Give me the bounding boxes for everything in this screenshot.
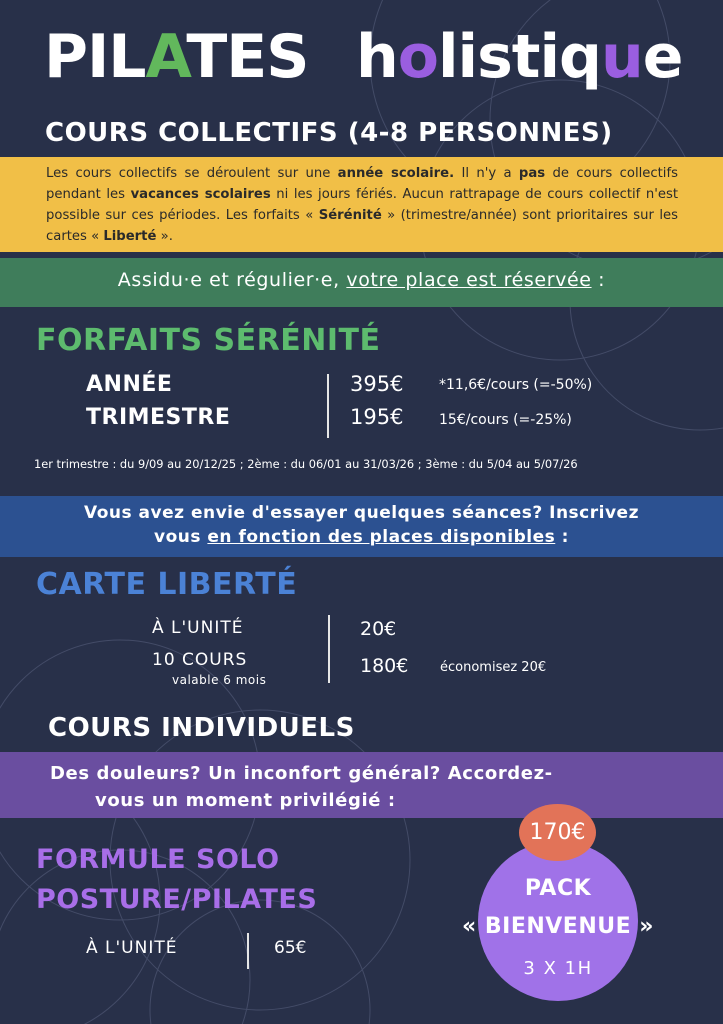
serenite-row-price: 195€ [350,405,404,429]
serenite-dates: 1er trimestre : du 9/09 au 20/12/25 ; 2ème : du 06/01 au 31/03/26 ; 3ème : du 5/04 au 5/07/26 [34,457,578,471]
pack-price-badge [519,804,596,861]
serenite-row-label: ANNÉE [86,372,173,397]
serenite-row-note: 15€/cours (=-25%) [439,412,572,428]
individual-banner-line-2: vous un moment privilégié : [95,790,396,811]
intro-text: Les cours collectifs se déroulent sur une année scolaire. Il n'y a pas de cours collectifs pendant les vacances scolaires ni les jours fériés. Aucun rattrapage de cours collectif n'est possible sur ces périodes. Les forfaits « Sérénité » (trimestre/année) sont prioritaires sur les cartes « Liberté ». [46,166,679,244]
reserved-banner: Assidu·e et régulier·e, votre place est réservée : [117,269,606,291]
pack-line-1: PACK [524,876,592,901]
serenite-row-price: 395€ [350,372,404,396]
trial-link-text: en fonction des places disponibles [207,527,556,547]
pack-price: 170€ [529,820,586,845]
pack-line-3: 3 X 1H [523,958,593,979]
liberte-ten-price: 180€ [360,655,409,677]
trial-line-2: vous en fonction des places disponibles : [154,527,569,547]
collective-heading: COURS COLLECTIFS (4-8 PERSONNES) [45,118,613,148]
pack-line-2: « BIENVENUE » [462,914,654,939]
solo-title-line-1: FORMULE SOLO [36,844,280,875]
trial-line-1: Vous avez envie d'essayer quelques séances? Inscrivez [84,503,639,523]
liberte-title: CARTE LIBERTÉ [36,567,298,602]
liberte-unit-label: À L'UNITÉ [152,618,244,638]
serenite-separator [327,374,329,438]
solo-separator [247,933,249,969]
liberte-separator [328,615,330,683]
liberte-ten-label: 10 COURS [152,650,248,670]
title-holistique: holistique [356,22,683,92]
serenite-title: FORFAITS SÉRÉNITÉ [36,323,381,358]
serenite-row-label: TRIMESTRE [86,405,231,430]
liberte-unit-price: 20€ [360,618,397,640]
serenite-row-note: *11,6€/cours (=-50%) [439,377,593,393]
individual-banner-line-1: Des douleurs? Un inconfort général? Accordez- [50,763,553,784]
liberte-ten-note: économisez 20€ [440,660,547,675]
individual-heading: COURS INDIVIDUELS [48,713,355,743]
liberte-ten-sub: valable 6 mois [172,673,267,687]
solo-unit-price: 65€ [274,938,307,958]
title-pilates: PILATES [44,22,309,92]
solo-unit-label: À L'UNITÉ [86,938,178,958]
reserved-link-text: votre place est réservée [346,269,592,291]
solo-title-line-2: POSTURE/PILATES [36,884,318,915]
